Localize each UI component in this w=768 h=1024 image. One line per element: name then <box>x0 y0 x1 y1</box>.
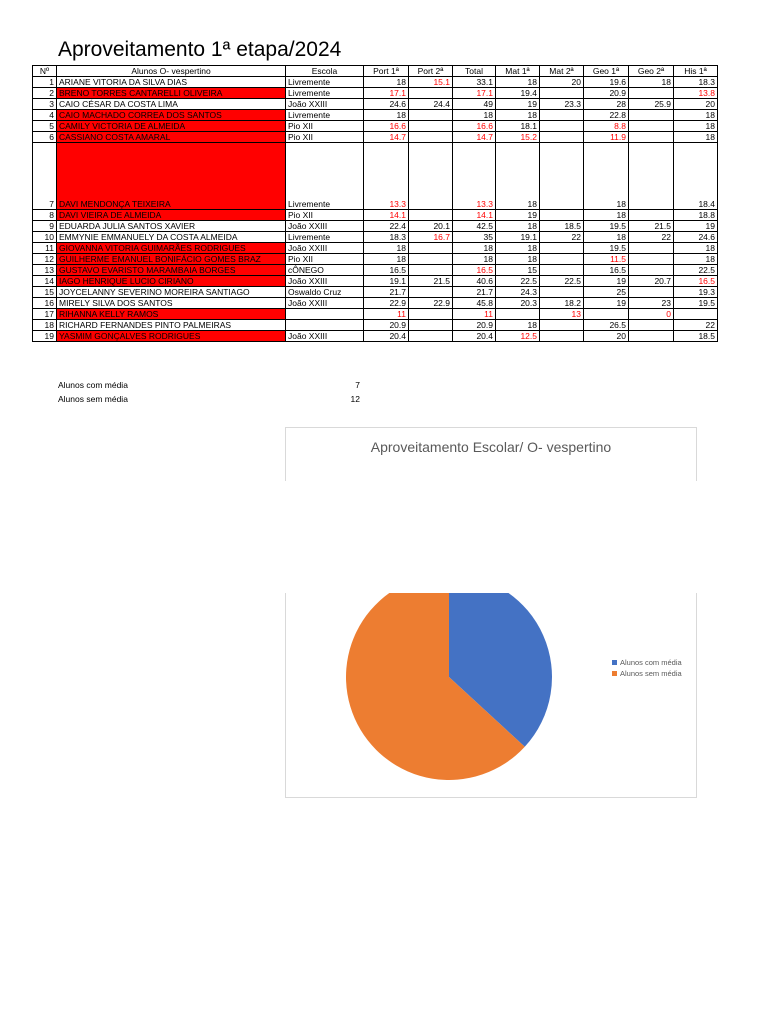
port1-cell: 16.6 <box>364 121 409 132</box>
number-cell: 12 <box>33 254 57 265</box>
header-port1: Port 1ª <box>364 66 409 77</box>
header-port2: Port 2ª <box>409 66 453 77</box>
school-cell: Pio XII <box>286 121 364 132</box>
geo1-cell: 19.5 <box>584 221 629 232</box>
his1-cell: 18.4 <box>674 143 718 210</box>
port2-cell <box>409 331 453 342</box>
geo1-cell: 11.5 <box>584 254 629 265</box>
total-cell: 20.9 <box>453 320 496 331</box>
table-row <box>33 298 718 309</box>
his1-cell: 13.8 <box>674 88 718 99</box>
sheet-title: Aproveitamento 1ª etapa/2024 <box>58 38 342 61</box>
mat2-cell: 18.2 <box>540 298 584 309</box>
page-break-gap <box>0 481 768 593</box>
name-cell: IAGO HENRIQUE LUCIO CIRIANO <box>57 276 286 287</box>
port1-cell: 18.3 <box>364 232 409 243</box>
his1-cell: 19.5 <box>674 298 718 309</box>
mat1-cell: 12.5 <box>496 331 540 342</box>
port2-cell <box>409 265 453 276</box>
geo1-cell: 16.5 <box>584 265 629 276</box>
geo2-cell: 20.7 <box>629 276 674 287</box>
number-cell: 13 <box>33 265 57 276</box>
mat1-cell: 15.2 <box>496 132 540 143</box>
geo1-cell: 18 <box>584 143 629 210</box>
his1-cell: 24.6 <box>674 232 718 243</box>
total-cell: 40.6 <box>453 276 496 287</box>
table-row <box>33 110 718 121</box>
name-cell: EMMYNIE EMMANUELY DA COSTA ALMEIDA <box>57 232 286 243</box>
table-row <box>33 309 718 320</box>
table-row <box>33 221 718 232</box>
geo1-cell: 19 <box>584 298 629 309</box>
name-cell: BRENO TORRES CANTARELLI OLIVEIRA <box>57 88 286 99</box>
mat1-cell: 18.1 <box>496 121 540 132</box>
geo1-cell: 22.8 <box>584 110 629 121</box>
port2-cell: 16.7 <box>409 232 453 243</box>
number-cell: 15 <box>33 287 57 298</box>
port1-cell: 20.9 <box>364 320 409 331</box>
legend-label: Alunos com média <box>620 658 682 667</box>
header-mat2: Mat 2ª <box>540 66 584 77</box>
his1-cell: 22.5 <box>674 265 718 276</box>
school-cell: cÔNEGO <box>286 265 364 276</box>
name-cell: ARIANE VITORIA DA SILVA DIAS <box>57 77 286 88</box>
mat1-cell: 15 <box>496 265 540 276</box>
his1-cell: 18 <box>674 243 718 254</box>
mat2-cell <box>540 265 584 276</box>
total-cell: 16.5 <box>453 265 496 276</box>
number-cell: 17 <box>33 309 57 320</box>
name-cell: DAVI MENDONÇA TEIXEIRA <box>57 143 286 210</box>
port2-cell: 21.5 <box>409 276 453 287</box>
mat1-cell: 19 <box>496 99 540 110</box>
name-cell: MIRELY SILVA DOS SANTOS <box>57 298 286 309</box>
total-cell: 21.7 <box>453 287 496 298</box>
name-cell: GUILHERME EMANUEL BONIFÁCIO GOMES BRAZ <box>57 254 286 265</box>
header-students: Alunos O- vespertino <box>57 66 286 77</box>
header-mat1: Mat 1ª <box>496 66 540 77</box>
port1-cell: 24.6 <box>364 99 409 110</box>
summary-label: Alunos com média <box>58 380 128 390</box>
mat2-cell <box>540 132 584 143</box>
geo1-cell: 18 <box>584 232 629 243</box>
table-row <box>33 232 718 243</box>
school-cell <box>286 320 364 331</box>
port2-cell <box>409 254 453 265</box>
port2-cell: 22.9 <box>409 298 453 309</box>
table-row <box>33 99 718 110</box>
mat1-cell: 19 <box>496 210 540 221</box>
his1-cell: 18 <box>674 132 718 143</box>
table-row <box>33 210 718 221</box>
geo1-cell: 8.8 <box>584 121 629 132</box>
school-cell: Livremente <box>286 110 364 121</box>
his1-cell: 18.8 <box>674 210 718 221</box>
mat2-cell: 20 <box>540 77 584 88</box>
school-cell: João XXIII <box>286 331 364 342</box>
table-row <box>33 77 718 88</box>
his1-cell: 18.5 <box>674 331 718 342</box>
his1-cell: 20 <box>674 99 718 110</box>
legend-swatch <box>612 660 617 665</box>
mat2-cell <box>540 110 584 121</box>
name-cell: DAVI VIEIRA DE ALMEIDA <box>57 210 286 221</box>
mat1-cell: 18 <box>496 243 540 254</box>
table-row <box>33 265 718 276</box>
geo1-cell <box>584 309 629 320</box>
number-cell: 4 <box>33 110 57 121</box>
school-cell: Livremente <box>286 232 364 243</box>
school-cell: João XXIII <box>286 221 364 232</box>
total-cell: 49 <box>453 99 496 110</box>
port1-cell: 22.4 <box>364 221 409 232</box>
school-cell <box>286 309 364 320</box>
school-cell: Livremente <box>286 77 364 88</box>
mat2-cell <box>540 287 584 298</box>
mat1-cell: 18 <box>496 143 540 210</box>
header-his1: His 1ª <box>674 66 718 77</box>
port2-cell <box>409 309 453 320</box>
table-row <box>33 287 718 298</box>
mat2-cell <box>540 331 584 342</box>
name-cell: YASMIM GONÇALVES RODRIGUES <box>57 331 286 342</box>
name-cell: CAIO MACHADO CORREA DOS SANTOS <box>57 110 286 121</box>
total-cell: 11 <box>453 309 496 320</box>
mat2-cell <box>540 121 584 132</box>
geo1-cell: 19 <box>584 276 629 287</box>
his1-cell: 18 <box>674 121 718 132</box>
port2-cell <box>409 132 453 143</box>
grades-body <box>33 77 718 342</box>
school-cell: João XXIII <box>286 276 364 287</box>
port2-cell <box>409 287 453 298</box>
port1-cell: 14.7 <box>364 132 409 143</box>
number-cell: 3 <box>33 99 57 110</box>
total-cell: 42.5 <box>453 221 496 232</box>
geo2-cell: 25.9 <box>629 99 674 110</box>
name-cell: CASSIANO COSTA AMARAL <box>57 132 286 143</box>
mat1-cell <box>496 309 540 320</box>
summary-value: 7 <box>355 380 360 390</box>
port2-cell <box>409 110 453 121</box>
mat2-cell: 13 <box>540 309 584 320</box>
school-cell: Livremente <box>286 88 364 99</box>
total-cell: 18 <box>453 243 496 254</box>
port1-cell: 20.4 <box>364 331 409 342</box>
name-cell: JOYCELANNY SEVERINO MOREIRA SANTIAGO <box>57 287 286 298</box>
table-row <box>33 243 718 254</box>
port1-cell: 19.1 <box>364 276 409 287</box>
table-row <box>33 132 718 143</box>
summary-label: Alunos sem média <box>58 394 128 404</box>
name-cell: EDUARDA JULIA SANTOS XAVIER <box>57 221 286 232</box>
geo1-cell: 19.6 <box>584 77 629 88</box>
geo2-cell <box>629 243 674 254</box>
geo1-cell: 25 <box>584 287 629 298</box>
name-cell: RIHANNA KELLY RAMOS <box>57 309 286 320</box>
mat2-cell: 22.5 <box>540 276 584 287</box>
table-row <box>33 121 718 132</box>
number-cell: 16 <box>33 298 57 309</box>
school-cell: João XXIII <box>286 298 364 309</box>
number-cell: 9 <box>33 221 57 232</box>
his1-cell <box>674 309 718 320</box>
geo1-cell: 20.9 <box>584 88 629 99</box>
header-school: Escola <box>286 66 364 77</box>
total-cell: 18 <box>453 110 496 121</box>
mat1-cell: 24.3 <box>496 287 540 298</box>
number-cell: 1 <box>33 77 57 88</box>
geo2-cell <box>629 331 674 342</box>
number-cell: 8 <box>33 210 57 221</box>
port2-cell: 24.4 <box>409 99 453 110</box>
geo1-cell: 20 <box>584 331 629 342</box>
his1-cell: 19 <box>674 221 718 232</box>
legend-swatch <box>612 671 617 676</box>
table-row <box>33 320 718 331</box>
number-cell: 18 <box>33 320 57 331</box>
mat2-cell <box>540 243 584 254</box>
geo1-cell: 18 <box>584 210 629 221</box>
port1-cell: 11 <box>364 309 409 320</box>
number-cell: 11 <box>33 243 57 254</box>
table-row <box>33 331 718 342</box>
total-cell: 35 <box>453 232 496 243</box>
mat1-cell: 18 <box>496 320 540 331</box>
port1-cell: 22.9 <box>364 298 409 309</box>
mat1-cell: 20.3 <box>496 298 540 309</box>
name-cell: GUSTAVO EVARISTO MARAMBAIA BORGES <box>57 265 286 276</box>
port1-cell: 14.1 <box>364 210 409 221</box>
total-cell: 14.1 <box>453 210 496 221</box>
geo1-cell: 28 <box>584 99 629 110</box>
his1-cell: 19.3 <box>674 287 718 298</box>
geo2-cell <box>629 143 674 210</box>
header-geo1: Geo 1ª <box>584 66 629 77</box>
his1-cell: 22 <box>674 320 718 331</box>
geo1-cell: 19.5 <box>584 243 629 254</box>
table-row <box>33 88 718 99</box>
port2-cell: 15.1 <box>409 77 453 88</box>
his1-cell: 18.3 <box>674 77 718 88</box>
port1-cell: 18 <box>364 243 409 254</box>
school-cell: Pio XII <box>286 210 364 221</box>
school-cell: Pio XII <box>286 254 364 265</box>
total-cell: 45.8 <box>453 298 496 309</box>
mat2-cell <box>540 320 584 331</box>
school-cell: João XXIII <box>286 99 364 110</box>
mat1-cell: 18 <box>496 110 540 121</box>
summary-with-average <box>58 380 360 390</box>
mat2-cell <box>540 88 584 99</box>
name-cell: CAIO CÉSAR DA COSTA LIMA <box>57 99 286 110</box>
school-cell: Oswaldo Cruz <box>286 287 364 298</box>
mat1-cell: 18 <box>496 77 540 88</box>
number-cell: 10 <box>33 232 57 243</box>
school-cell: Livremente <box>286 143 364 210</box>
geo2-cell <box>629 88 674 99</box>
port1-cell: 21.7 <box>364 287 409 298</box>
summary-value: 12 <box>350 394 360 404</box>
mat1-cell: 19.4 <box>496 88 540 99</box>
port1-cell: 16.5 <box>364 265 409 276</box>
mat2-cell: 18.5 <box>540 221 584 232</box>
his1-cell: 16.5 <box>674 276 718 287</box>
total-cell: 33.1 <box>453 77 496 88</box>
total-cell: 20.4 <box>453 331 496 342</box>
summary-without-average <box>58 394 360 404</box>
name-cell: GIOVANNA VITORIA GUIMARÃES RODRIGUES <box>57 243 286 254</box>
geo2-cell: 23 <box>629 298 674 309</box>
school-cell: João XXIII <box>286 243 364 254</box>
header-total: Total <box>453 66 496 77</box>
geo2-cell <box>629 110 674 121</box>
mat2-cell: 22 <box>540 232 584 243</box>
total-cell: 16.6 <box>453 121 496 132</box>
number-cell: 19 <box>33 331 57 342</box>
header-row <box>33 66 718 77</box>
port2-cell <box>409 243 453 254</box>
his1-cell: 18 <box>674 110 718 121</box>
geo1-cell: 11.9 <box>584 132 629 143</box>
total-cell: 18 <box>453 254 496 265</box>
geo2-cell <box>629 265 674 276</box>
port2-cell: 20.1 <box>409 221 453 232</box>
header-number: Nº <box>33 66 57 77</box>
geo2-cell <box>629 210 674 221</box>
geo2-cell <box>629 287 674 298</box>
mat1-cell: 18 <box>496 254 540 265</box>
total-cell: 17.1 <box>453 88 496 99</box>
port1-cell: 13.3 <box>364 143 409 210</box>
geo2-cell: 18 <box>629 77 674 88</box>
number-cell: 14 <box>33 276 57 287</box>
number-cell: 2 <box>33 88 57 99</box>
legend-label: Alunos sem média <box>620 669 682 678</box>
header-geo2: Geo 2ª <box>629 66 674 77</box>
mat1-cell: 19.1 <box>496 232 540 243</box>
grades-table <box>32 65 718 342</box>
mat2-cell: 23.3 <box>540 99 584 110</box>
mat2-cell <box>540 143 584 210</box>
port1-cell: 18 <box>364 77 409 88</box>
port2-cell <box>409 320 453 331</box>
port2-cell <box>409 143 453 210</box>
mat1-cell: 18 <box>496 221 540 232</box>
school-cell: Pio XII <box>286 132 364 143</box>
chart-legend <box>612 657 682 679</box>
name-cell: RICHARD FERNANDES PINTO PALMEIRAS <box>57 320 286 331</box>
mat2-cell <box>540 254 584 265</box>
legend-item <box>612 657 682 668</box>
port2-cell <box>409 88 453 99</box>
geo1-cell: 26.5 <box>584 320 629 331</box>
number-cell: 7 <box>33 143 57 210</box>
mat2-cell <box>540 210 584 221</box>
total-cell: 14.7 <box>453 132 496 143</box>
geo2-cell <box>629 254 674 265</box>
geo2-cell: 22 <box>629 232 674 243</box>
port1-cell: 17.1 <box>364 88 409 99</box>
table-row <box>33 254 718 265</box>
geo2-cell <box>629 121 674 132</box>
geo2-cell <box>629 320 674 331</box>
geo2-cell: 21.5 <box>629 221 674 232</box>
port2-cell <box>409 210 453 221</box>
name-cell: CAMILY VICTORIA DE ALMEIDA <box>57 121 286 132</box>
mat1-cell: 22.5 <box>496 276 540 287</box>
number-cell: 6 <box>33 132 57 143</box>
geo2-cell <box>629 132 674 143</box>
total-cell: 13.3 <box>453 143 496 210</box>
table-row <box>33 143 718 210</box>
number-cell: 5 <box>33 121 57 132</box>
port1-cell: 18 <box>364 254 409 265</box>
geo2-cell: 0 <box>629 309 674 320</box>
port2-cell <box>409 121 453 132</box>
legend-item <box>612 668 682 679</box>
table-row <box>33 276 718 287</box>
port1-cell: 18 <box>364 110 409 121</box>
his1-cell: 18 <box>674 254 718 265</box>
chart-title: Aproveitamento Escolar/ O- vespertino <box>370 439 612 455</box>
